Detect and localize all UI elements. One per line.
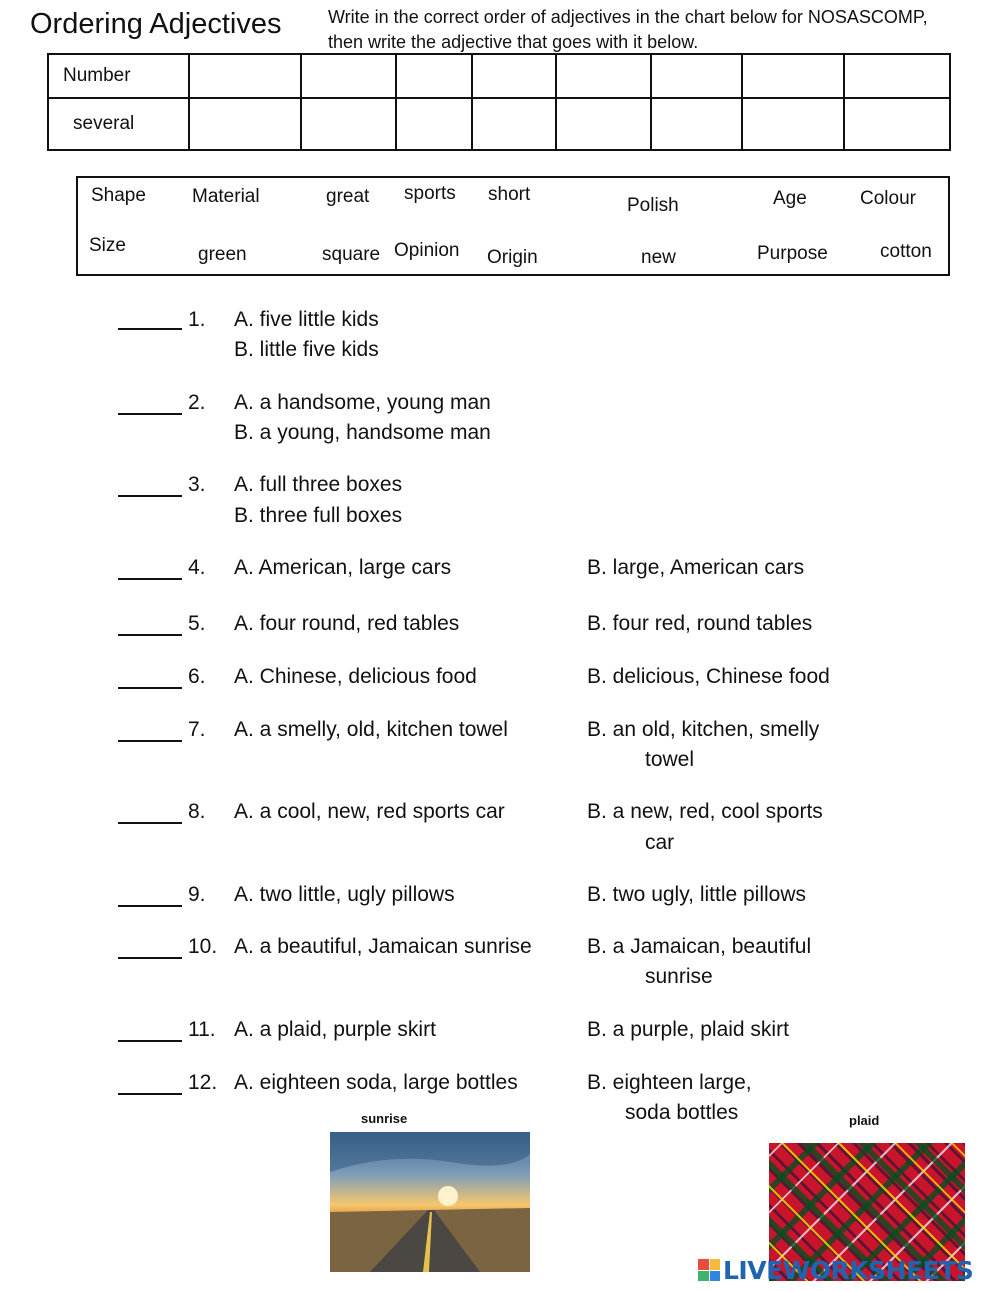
option-b: B. four red, round tables — [587, 612, 813, 635]
road-illustration — [330, 1132, 530, 1272]
answer-blank[interactable] — [118, 957, 182, 959]
answer-input[interactable] — [118, 1069, 186, 1093]
option-b: B. little five kids — [234, 338, 379, 361]
chart-answer-input[interactable] — [487, 55, 555, 97]
chart-answer-input[interactable] — [859, 99, 949, 149]
question-number: 5. — [188, 612, 206, 635]
option-a: A. eighteen soda, large bottles — [234, 1071, 518, 1094]
chart-blank-cell[interactable] — [189, 98, 301, 150]
chart-blank-cell[interactable] — [556, 98, 651, 150]
answer-input[interactable] — [118, 1016, 186, 1040]
option-a: A. a smelly, old, kitchen towel — [234, 718, 508, 741]
chart-blank-cell[interactable] — [651, 54, 742, 98]
word-bank — [76, 176, 950, 276]
answer-input[interactable] — [118, 798, 186, 822]
question-number: 2. — [188, 391, 206, 414]
option-b: B. an old, kitchen, smelly — [587, 718, 820, 741]
question-number: 1. — [188, 308, 206, 331]
word-bank-item[interactable]: Opinion — [394, 240, 460, 261]
option-b: B. three full boxes — [234, 504, 403, 527]
chart-blank-cell[interactable] — [301, 98, 396, 150]
chart-answer-input[interactable] — [666, 55, 741, 97]
option-a: A. a beautiful, Jamaican sunrise — [234, 935, 532, 958]
option-a: A. full three boxes — [234, 473, 403, 496]
word-bank-item[interactable]: Origin — [487, 247, 538, 268]
answer-blank[interactable] — [118, 634, 182, 636]
chart-blank-cell[interactable] — [189, 54, 301, 98]
answer-input[interactable] — [118, 471, 186, 495]
chart-blank-cell[interactable] — [472, 98, 556, 150]
option-b: B. delicious, Chinese food — [587, 665, 830, 688]
chart-blank-cell[interactable] — [742, 54, 844, 98]
word-bank-item[interactable]: new — [641, 247, 676, 268]
chart-answer-input[interactable] — [487, 99, 555, 149]
chart-answer-input[interactable] — [757, 99, 843, 149]
option-b: B. a new, red, cool sports — [587, 800, 823, 823]
chart-blank-cell[interactable] — [844, 98, 950, 150]
chart-answer-input[interactable] — [859, 55, 949, 97]
word-bank-item[interactable]: square — [322, 244, 381, 265]
word-bank-item[interactable]: Age — [773, 188, 807, 209]
answer-blank[interactable] — [118, 578, 182, 580]
answer-input[interactable] — [118, 389, 186, 413]
word-bank-item[interactable]: Colour — [860, 188, 916, 209]
question-number: 12. — [188, 1071, 218, 1094]
liveworksheets-logo — [698, 1256, 973, 1284]
answer-blank[interactable] — [118, 905, 182, 907]
question-number: 3. — [188, 473, 206, 496]
word-bank-item[interactable]: sports — [404, 183, 456, 204]
option-b-continued: car — [645, 831, 675, 854]
option-a: A. five little kids — [234, 308, 379, 331]
chart-example-several: several — [48, 98, 189, 150]
chart-answer-input[interactable] — [316, 99, 395, 149]
answer-blank[interactable] — [118, 822, 182, 824]
chart-blank-cell[interactable] — [556, 54, 651, 98]
option-a: A. two little, ugly pillows — [234, 883, 455, 906]
word-bank-item[interactable]: cotton — [880, 241, 932, 262]
option-a: A. a plaid, purple skirt — [234, 1018, 436, 1041]
sunrise-image — [330, 1132, 530, 1272]
chart-blank-cell[interactable] — [742, 98, 844, 150]
answer-input[interactable] — [118, 933, 186, 957]
answer-input[interactable] — [118, 881, 186, 905]
chart-blank-cell[interactable] — [651, 98, 742, 150]
word-bank-item[interactable]: Purpose — [757, 243, 828, 264]
chart-answer-input[interactable] — [411, 99, 471, 149]
chart-blank-cell[interactable] — [844, 54, 950, 98]
chart-answer-input[interactable] — [204, 55, 300, 97]
plaid-caption: plaid — [849, 1113, 880, 1128]
chart-answer-input[interactable] — [666, 99, 741, 149]
chart-blank-cell[interactable] — [396, 54, 472, 98]
question-number: 6. — [188, 665, 206, 688]
question-number: 9. — [188, 883, 206, 906]
answer-input[interactable] — [118, 610, 186, 634]
chart-answer-input[interactable] — [571, 55, 650, 97]
chart-blank-cell[interactable] — [301, 54, 396, 98]
option-a: A. Chinese, delicious food — [234, 665, 477, 688]
word-bank-item[interactable]: great — [326, 186, 370, 207]
answer-blank[interactable] — [118, 740, 182, 742]
word-bank-item[interactable]: Polish — [627, 195, 679, 216]
chart-answer-input[interactable] — [316, 55, 395, 97]
chart-answer-input[interactable] — [204, 99, 300, 149]
word-bank-item[interactable]: Material — [192, 186, 260, 207]
answer-input[interactable] — [118, 554, 186, 578]
option-b: B. large, American cars — [587, 556, 805, 579]
instructions: Write in the correct order of adjectives in the chart below for NOSASCOMP, then write the adjective that goes with it below. — [328, 7, 928, 52]
question-number: 8. — [188, 800, 206, 823]
worksheet-title: Ordering Adjectives — [30, 8, 282, 40]
chart-answer-input[interactable] — [411, 55, 471, 97]
logo-mark-icon — [698, 1259, 720, 1281]
option-a: A. American, large cars — [234, 556, 452, 579]
answer-blank[interactable] — [118, 495, 182, 497]
chart-blank-cell[interactable] — [396, 98, 472, 150]
answer-blank[interactable] — [118, 413, 182, 415]
question-number: 7. — [188, 718, 206, 741]
option-b-continued: soda bottles — [625, 1101, 739, 1124]
logo-text: LIVEWORKSHEETS — [723, 1255, 974, 1285]
answer-blank[interactable] — [118, 687, 182, 689]
chart-blank-cell[interactable] — [472, 54, 556, 98]
option-b: B. two ugly, little pillows — [587, 883, 807, 906]
option-a: A. four round, red tables — [234, 612, 460, 635]
word-bank-item[interactable]: Size — [89, 235, 126, 256]
chart-label-number: Number — [48, 54, 189, 98]
order-chart — [47, 53, 951, 151]
option-a: A. a cool, new, red sports car — [234, 800, 505, 823]
word-bank-item[interactable]: green — [198, 244, 247, 265]
option-b-continued: towel — [645, 748, 695, 771]
chart-answer-input[interactable] — [757, 55, 843, 97]
answer-input[interactable] — [118, 716, 186, 740]
option-b: B. a young, handsome man — [234, 421, 491, 444]
question-number: 4. — [188, 556, 206, 579]
option-a: A. a handsome, young man — [234, 391, 491, 414]
option-b: B. a purple, plaid skirt — [587, 1018, 789, 1041]
sunrise-caption: sunrise — [361, 1111, 408, 1126]
question-number: 10. — [188, 935, 218, 958]
chart-answer-input[interactable] — [571, 99, 650, 149]
option-b: B. a Jamaican, beautiful — [587, 935, 812, 958]
option-b: B. eighteen large, — [587, 1071, 752, 1094]
question-number: 11. — [188, 1018, 216, 1041]
answer-input[interactable] — [118, 304, 186, 328]
answer-blank[interactable] — [118, 1040, 182, 1042]
word-bank-item[interactable]: short — [488, 184, 531, 205]
answer-blank[interactable] — [118, 1093, 182, 1095]
option-b-continued: sunrise — [645, 965, 713, 988]
answer-input[interactable] — [118, 663, 186, 687]
answer-blank[interactable] — [118, 328, 182, 330]
word-bank-item[interactable]: Shape — [91, 185, 146, 206]
